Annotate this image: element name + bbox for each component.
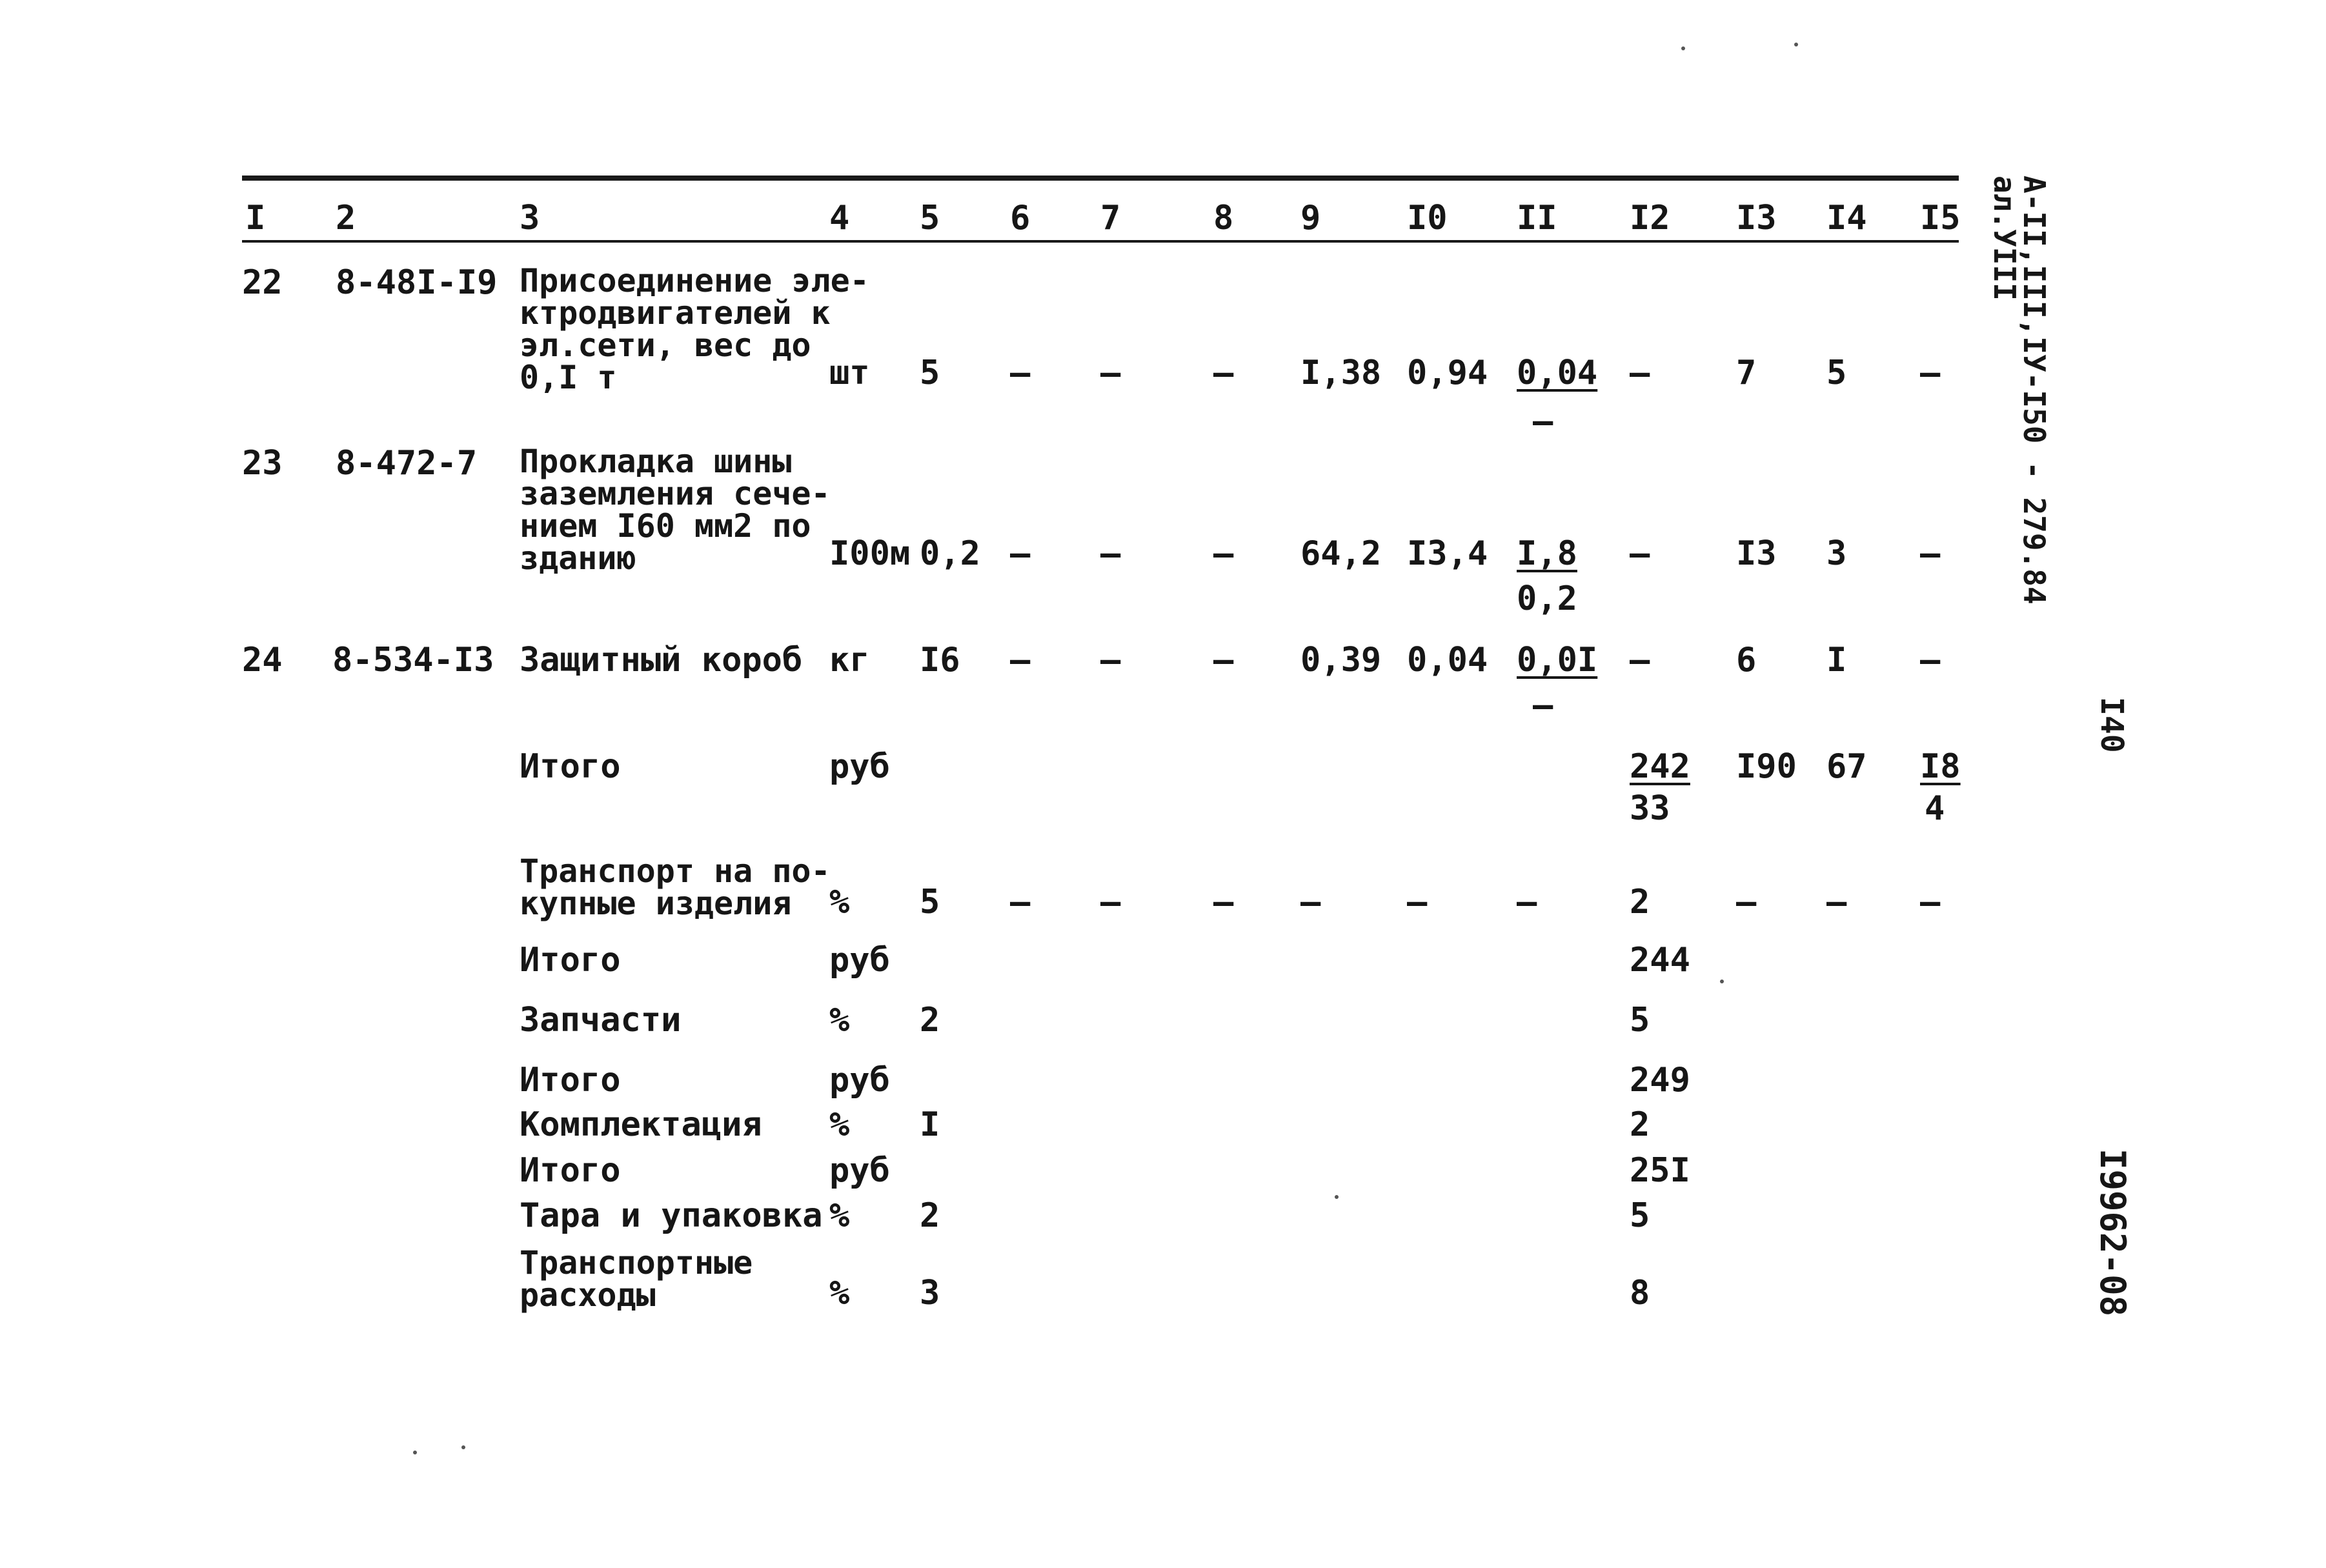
row-c13: 6 xyxy=(1736,641,1757,679)
row-c11: 0,0I xyxy=(1517,641,1598,679)
side-reference: А-II,III,IУ-I50 - 279.84 ал.УIII xyxy=(1987,176,2052,605)
scan-speck xyxy=(1335,1195,1339,1199)
row-c6: – xyxy=(1010,354,1031,392)
summary-c5: I xyxy=(920,1105,940,1144)
header-col-6: 6 xyxy=(1010,199,1031,237)
transport-c5: 5 xyxy=(920,883,940,921)
row-c15: – xyxy=(1920,354,1941,392)
row-c10: 0,94 xyxy=(1407,354,1488,392)
row-number: 22 xyxy=(242,263,283,302)
summary-unit: % xyxy=(829,1196,850,1235)
total-c12-denominator: 33 xyxy=(1630,789,1670,828)
row-c10: 0,04 xyxy=(1407,641,1488,679)
side-page-number: I40 xyxy=(2094,697,2130,753)
row-c9: I,38 xyxy=(1300,354,1382,392)
transport-c10: – xyxy=(1407,883,1428,921)
row-c8: – xyxy=(1213,641,1234,679)
header-col-3: 3 xyxy=(520,199,540,237)
row-c11: 0,04 xyxy=(1517,354,1598,392)
row-c15: – xyxy=(1920,534,1941,573)
summary-c12: 244 xyxy=(1630,941,1690,980)
summary-c12: 25I xyxy=(1630,1151,1690,1190)
row-c7: – xyxy=(1100,354,1121,392)
scan-speck xyxy=(1794,43,1798,46)
summary-label: Итого xyxy=(520,941,621,980)
scan-speck xyxy=(1720,980,1724,983)
row-name: Присоединение эле- ктродвигателей к эл.сети, вес до 0,I т xyxy=(520,262,869,396)
transport-c7: – xyxy=(1100,883,1121,921)
top-rule xyxy=(242,176,1959,181)
summary-c5: 2 xyxy=(920,1196,940,1235)
header-col-8: 8 xyxy=(1213,199,1234,237)
header-col-15: I5 xyxy=(1920,199,1961,237)
summary-unit: % xyxy=(829,1274,850,1312)
summary-label: Комплектация xyxy=(520,1105,762,1144)
transport-c8: – xyxy=(1213,883,1234,921)
row-c11: I,8 xyxy=(1517,534,1577,573)
total-c12: 242 xyxy=(1630,747,1690,786)
row-c14: I xyxy=(1826,641,1847,679)
row-c10: I3,4 xyxy=(1407,534,1488,573)
row-c12: – xyxy=(1630,354,1650,392)
row-c11-denominator: 0,2 xyxy=(1517,579,1577,618)
row-c13: I3 xyxy=(1736,534,1777,573)
header-col-7: 7 xyxy=(1100,199,1121,237)
row-c14: 3 xyxy=(1826,534,1847,573)
row-c7: – xyxy=(1100,641,1121,679)
summary-c12: 5 xyxy=(1630,1001,1650,1040)
transport-c12: 2 xyxy=(1630,883,1650,921)
row-name: Защитный короб xyxy=(520,641,803,679)
header-col-13: I3 xyxy=(1736,199,1777,237)
total-c15: I8 xyxy=(1920,747,1961,786)
row-c6: – xyxy=(1010,534,1031,573)
row-c12: – xyxy=(1630,534,1650,573)
row-c8: – xyxy=(1213,354,1234,392)
row-unit: кг xyxy=(829,641,870,679)
total-c15-denominator: 4 xyxy=(1925,789,1945,828)
summary-unit: руб xyxy=(829,1151,890,1190)
row-c14: 5 xyxy=(1826,354,1847,392)
summary-label: Тара и упаковка xyxy=(520,1196,823,1235)
row-c11-denominator: – xyxy=(1533,686,1553,725)
header-col-2: 2 xyxy=(336,199,356,237)
row-c11-denominator: – xyxy=(1533,402,1553,441)
row-c5: 0,2 xyxy=(920,534,980,573)
summary-unit: руб xyxy=(829,1061,890,1100)
total-unit: руб xyxy=(829,747,890,786)
summary-unit: % xyxy=(829,1105,850,1144)
row-c8: – xyxy=(1213,534,1234,573)
summary-c5: 2 xyxy=(920,1001,940,1040)
row-unit: I00м xyxy=(829,534,911,573)
header-col-9: 9 xyxy=(1300,199,1321,237)
header-col-11: II xyxy=(1517,199,1557,237)
row-c9: 64,2 xyxy=(1300,534,1382,573)
total-c13: I90 xyxy=(1736,747,1797,786)
row-number: 23 xyxy=(242,444,283,483)
transport-c9: – xyxy=(1300,883,1321,921)
row-c5: 5 xyxy=(920,354,940,392)
transport-c14: – xyxy=(1826,883,1847,921)
scan-speck xyxy=(1681,46,1685,50)
row-name: Прокладка шины заземления сече- нием I60 мм2 по зданию xyxy=(520,443,831,577)
side-document-number: I9962-08 xyxy=(2092,1149,2133,1317)
transport-c11: – xyxy=(1517,883,1537,921)
summary-label: Транспортные расходы xyxy=(520,1244,753,1314)
summary-c12: 2 xyxy=(1630,1105,1650,1144)
header-col-4: 4 xyxy=(829,199,850,237)
header-col-1: I xyxy=(245,199,266,237)
row-c7: – xyxy=(1100,534,1121,573)
summary-label: Итого xyxy=(520,1151,621,1190)
total-label: Итого xyxy=(520,747,621,786)
summary-label: Запчасти xyxy=(520,1001,682,1040)
row-c6: – xyxy=(1010,641,1031,679)
header-col-5: 5 xyxy=(920,199,940,237)
summary-c5: 3 xyxy=(920,1274,940,1312)
transport-unit: % xyxy=(829,883,850,921)
row-c15: – xyxy=(1920,641,1941,679)
header-rule xyxy=(242,240,1959,243)
transport-label: Транспорт на по- купные изделия xyxy=(520,852,831,922)
header-col-10: I0 xyxy=(1407,199,1448,237)
summary-c12: 249 xyxy=(1630,1061,1690,1100)
transport-c6: – xyxy=(1010,883,1031,921)
row-c12: – xyxy=(1630,641,1650,679)
summary-c12: 5 xyxy=(1630,1196,1650,1235)
transport-c13: – xyxy=(1736,883,1757,921)
scan-speck xyxy=(461,1445,465,1449)
row-code: 8-534-I3 xyxy=(332,641,494,679)
transport-c15: – xyxy=(1920,883,1941,921)
row-c5: I6 xyxy=(920,641,960,679)
row-code: 8-472-7 xyxy=(336,444,478,483)
row-c13: 7 xyxy=(1736,354,1757,392)
summary-unit: % xyxy=(829,1001,850,1040)
row-number: 24 xyxy=(242,641,283,679)
row-c9: 0,39 xyxy=(1300,641,1382,679)
scan-speck xyxy=(413,1451,417,1454)
summary-c12: 8 xyxy=(1630,1274,1650,1312)
row-unit: шт xyxy=(829,354,870,392)
header-col-14: I4 xyxy=(1826,199,1867,237)
row-code: 8-48I-I9 xyxy=(336,263,498,302)
summary-unit: руб xyxy=(829,941,890,980)
total-c14: 67 xyxy=(1826,747,1867,786)
header-col-12: I2 xyxy=(1630,199,1670,237)
summary-label: Итого xyxy=(520,1061,621,1100)
